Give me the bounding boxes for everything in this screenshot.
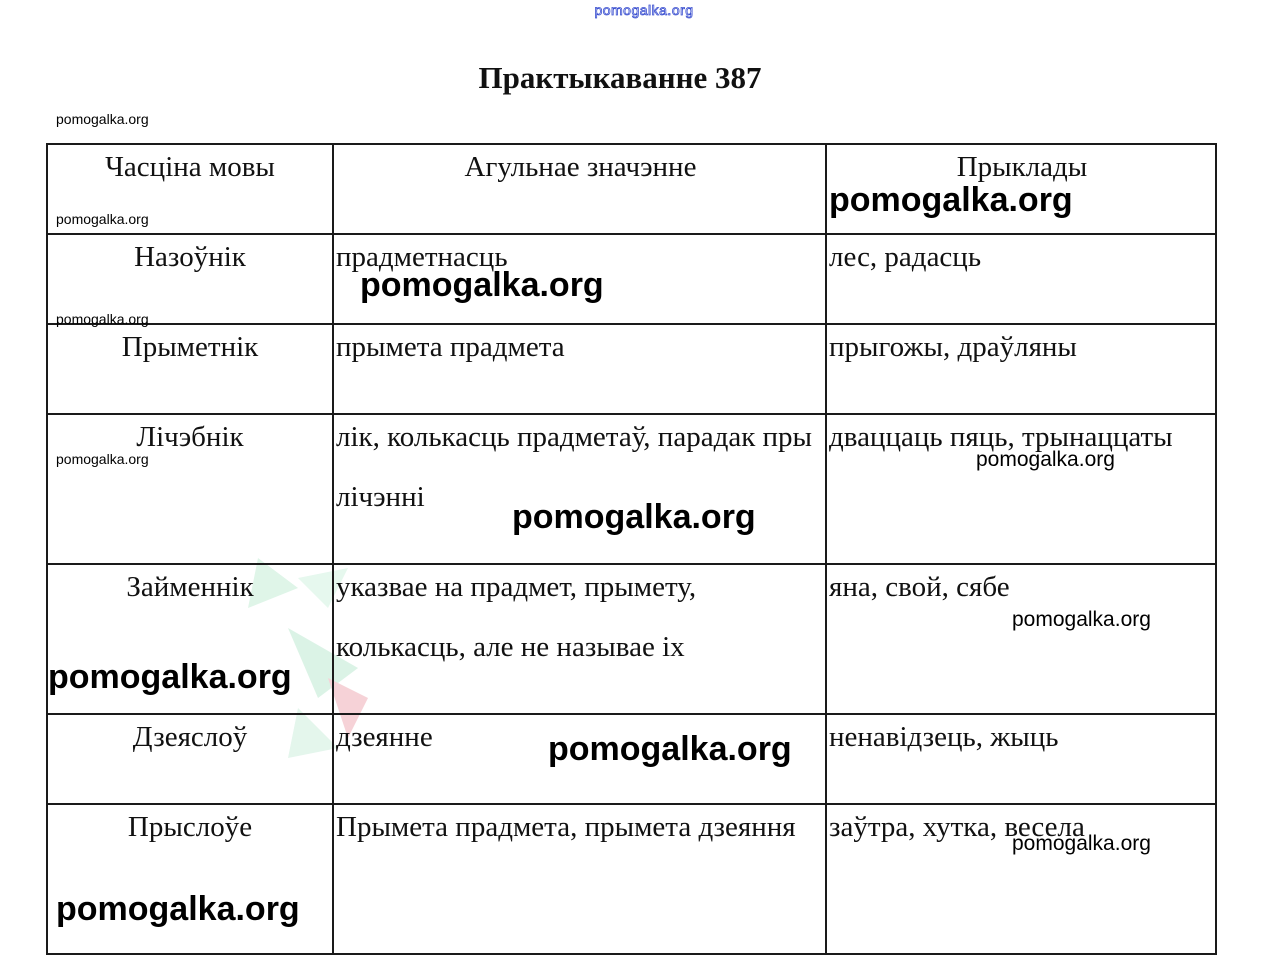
header-examples: Прыклады [826,144,1216,234]
cell-part: Дзеяслоў [47,714,333,804]
watermark: pomogalka.org [48,658,292,696]
watermark: pomogalka.org [56,211,149,227]
table-row [47,414,1216,564]
cell-part: Займеннік [47,564,333,714]
cell-meaning: лік, колькасць прадметаў, парадак пры лічэнні [333,414,826,564]
cell-part: Прыслоўе [47,804,333,954]
cell-examples: яна, свой, сябе [826,564,1216,714]
watermark: pomogalka.org [56,111,149,127]
table-row [47,324,1216,414]
cell-meaning: дзеянне [333,714,826,804]
watermark: pomogalka.org [56,451,149,467]
watermark: pomogalka.org [829,181,1073,219]
cell-examples: прыгожы, драўляны [826,324,1216,414]
page-title: Практыкаванне 387 [478,60,762,95]
header-general-meaning: Агульнае значэнне [333,144,826,234]
cell-meaning: Прымета прадмета, прымета дзеяння [333,804,826,954]
cell-examples: ненавідзець, жыць [826,714,1216,804]
watermark: pomogalka.org [512,498,756,536]
cell-meaning: прымета прадмета [333,324,826,414]
site-link[interactable]: pomogalka.org [594,2,694,18]
watermark: pomogalka.org [976,448,1115,471]
cell-part: Прыметнік [47,324,333,414]
watermark: pomogalka.org [1012,832,1151,855]
table-row [47,234,1216,324]
watermark: pomogalka.org [360,266,604,304]
watermark: pomogalka.org [56,311,149,327]
watermark: pomogalka.org [548,730,792,768]
cell-part: Лічэбнік [47,414,333,564]
header-part-of-speech: Часціна мовы [47,144,333,234]
cell-meaning: прадметнасць [333,234,826,324]
table-row [47,804,1216,954]
cell-part: Назоўнік [47,234,333,324]
cell-examples: заўтра, хутка, весела [826,804,1216,954]
cell-examples: дваццаць пяць, трынаццаты [826,414,1216,564]
watermark: pomogalka.org [56,890,300,928]
cell-examples: лес, радасць [826,234,1216,324]
watermark: pomogalka.org [1012,608,1151,631]
cell-meaning: указвае на прадмет, прымету, колькасць, але не называе іх [333,564,826,714]
